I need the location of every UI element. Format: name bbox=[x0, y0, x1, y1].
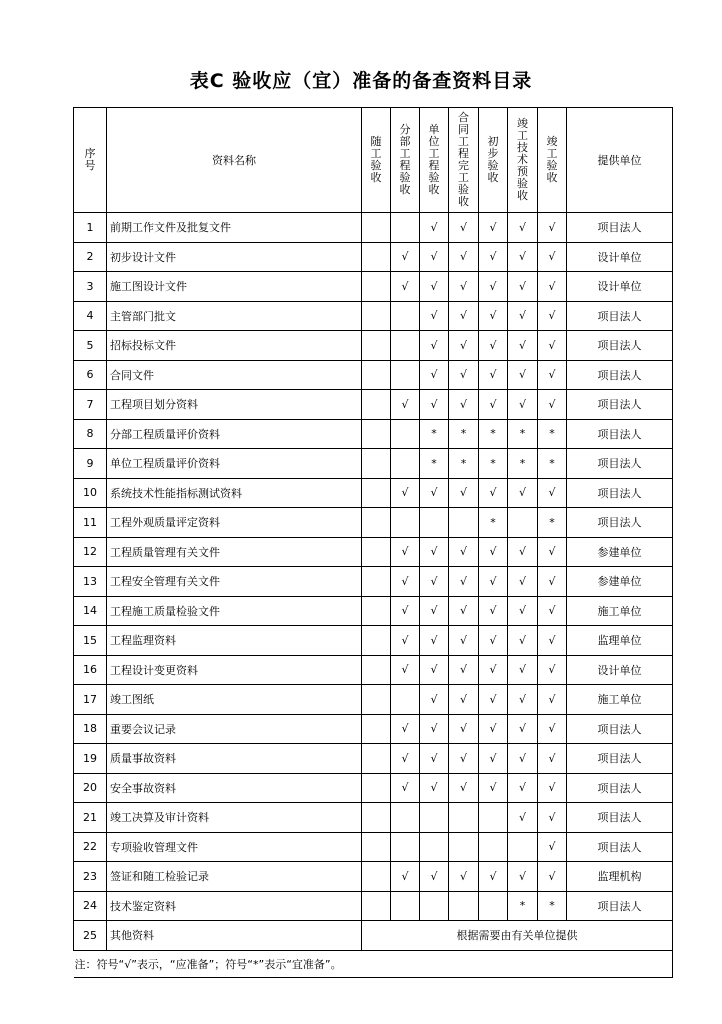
row-mark: √ bbox=[538, 685, 567, 715]
row-seq: 20 bbox=[74, 773, 107, 803]
row-mark bbox=[362, 626, 391, 656]
row-mark: √ bbox=[479, 537, 508, 567]
row-mark: * bbox=[420, 419, 449, 449]
row-mark bbox=[391, 213, 420, 243]
row-seq: 7 bbox=[74, 390, 107, 420]
row-name: 系统技术性能指标测试资料 bbox=[107, 478, 362, 508]
row-mark: * bbox=[538, 449, 567, 479]
row-provider: 项目法人 bbox=[567, 891, 673, 921]
row-mark bbox=[362, 301, 391, 331]
row-name: 工程施工质量检验文件 bbox=[107, 596, 362, 626]
row-mark bbox=[391, 419, 420, 449]
row-name: 工程设计变更资料 bbox=[107, 655, 362, 685]
row-mark: √ bbox=[538, 301, 567, 331]
row-name: 质量事故资料 bbox=[107, 744, 362, 774]
row-mark bbox=[362, 832, 391, 862]
row-mark: √ bbox=[508, 331, 538, 361]
row-mark: √ bbox=[508, 744, 538, 774]
row-mark: √ bbox=[449, 390, 479, 420]
row-mark: √ bbox=[420, 626, 449, 656]
row-mark bbox=[391, 360, 420, 390]
row-mark: √ bbox=[538, 272, 567, 302]
row-mark bbox=[391, 832, 420, 862]
row-mark bbox=[391, 685, 420, 715]
row-mark: √ bbox=[479, 596, 508, 626]
table-row bbox=[74, 331, 673, 361]
row-seq: 14 bbox=[74, 596, 107, 626]
row-seq: 16 bbox=[74, 655, 107, 685]
row-provider: 项目法人 bbox=[567, 331, 673, 361]
row-mark: √ bbox=[508, 390, 538, 420]
row-mark bbox=[362, 862, 391, 892]
row-name: 合同文件 bbox=[107, 360, 362, 390]
row-mark bbox=[362, 655, 391, 685]
row-mark: √ bbox=[479, 862, 508, 892]
row-mark: √ bbox=[538, 655, 567, 685]
row-name: 单位工程质量评价资料 bbox=[107, 449, 362, 479]
row-mark bbox=[362, 449, 391, 479]
row-name: 竣工决算及审计资料 bbox=[107, 803, 362, 833]
row-mark: √ bbox=[538, 773, 567, 803]
row-mark: √ bbox=[391, 272, 420, 302]
table-row bbox=[74, 744, 673, 774]
row-mark bbox=[420, 508, 449, 538]
row-mark bbox=[508, 832, 538, 862]
row-name: 其他资料 bbox=[107, 921, 362, 951]
row-mark bbox=[362, 419, 391, 449]
row-mark: √ bbox=[508, 272, 538, 302]
row-mark: √ bbox=[508, 301, 538, 331]
row-mark: √ bbox=[449, 478, 479, 508]
header-row bbox=[74, 108, 673, 213]
row-mark bbox=[449, 832, 479, 862]
row-mark: √ bbox=[391, 744, 420, 774]
row-mark: √ bbox=[420, 390, 449, 420]
row-mark bbox=[391, 891, 420, 921]
row-mark: √ bbox=[449, 685, 479, 715]
row-provider: 项目法人 bbox=[567, 360, 673, 390]
table-row bbox=[74, 213, 673, 243]
row-mark: √ bbox=[479, 272, 508, 302]
row-provider: 项目法人 bbox=[567, 744, 673, 774]
row-mark: √ bbox=[391, 655, 420, 685]
header-stage-3: 单位工程验收 bbox=[420, 108, 449, 213]
row-mark bbox=[362, 596, 391, 626]
table-row bbox=[74, 596, 673, 626]
row-mark: √ bbox=[479, 655, 508, 685]
row-mark: √ bbox=[391, 714, 420, 744]
table-row bbox=[74, 242, 673, 272]
row-mark: √ bbox=[391, 390, 420, 420]
row-mark bbox=[391, 508, 420, 538]
table-row bbox=[74, 508, 673, 538]
row-provider: 参建单位 bbox=[567, 567, 673, 597]
row-mark bbox=[420, 891, 449, 921]
row-mark: √ bbox=[479, 744, 508, 774]
row-mark bbox=[449, 803, 479, 833]
row-mark: √ bbox=[449, 213, 479, 243]
row-mark bbox=[391, 331, 420, 361]
row-provider: 设计单位 bbox=[567, 242, 673, 272]
row-mark bbox=[362, 567, 391, 597]
table-row bbox=[74, 832, 673, 862]
row-provider: 施工单位 bbox=[567, 685, 673, 715]
row-name: 工程安全管理有关文件 bbox=[107, 567, 362, 597]
table-row bbox=[74, 626, 673, 656]
row-mark: √ bbox=[508, 537, 538, 567]
row-name: 前期工作文件及批复文件 bbox=[107, 213, 362, 243]
row-seq: 25 bbox=[74, 921, 107, 951]
row-mark: √ bbox=[479, 626, 508, 656]
table-row bbox=[74, 803, 673, 833]
row-mark: √ bbox=[420, 567, 449, 597]
row-mark: √ bbox=[420, 213, 449, 243]
row-mark: √ bbox=[538, 360, 567, 390]
row-mark: √ bbox=[538, 832, 567, 862]
row-mark: √ bbox=[508, 714, 538, 744]
row-mark: √ bbox=[391, 773, 420, 803]
row-provider: 项目法人 bbox=[567, 301, 673, 331]
row-name: 安全事故资料 bbox=[107, 773, 362, 803]
row-provider: 参建单位 bbox=[567, 537, 673, 567]
row-mark: √ bbox=[449, 773, 479, 803]
page-title: 表C 验收应（宜）准备的备查资料目录 bbox=[189, 70, 533, 92]
row-mark: √ bbox=[479, 242, 508, 272]
row-mark: √ bbox=[449, 272, 479, 302]
row-mark: √ bbox=[508, 478, 538, 508]
row-mark bbox=[479, 891, 508, 921]
row-provider: 项目法人 bbox=[567, 478, 673, 508]
row-name: 工程监理资料 bbox=[107, 626, 362, 656]
row-mark bbox=[479, 832, 508, 862]
row-seq: 9 bbox=[74, 449, 107, 479]
row-provider: 项目法人 bbox=[567, 419, 673, 449]
row-mark: * bbox=[538, 419, 567, 449]
table-row bbox=[74, 685, 673, 715]
row-mark bbox=[362, 213, 391, 243]
row-seq: 10 bbox=[74, 478, 107, 508]
row-seq: 3 bbox=[74, 272, 107, 302]
row-name: 工程外观质量评定资料 bbox=[107, 508, 362, 538]
row-mark: √ bbox=[479, 390, 508, 420]
row-provider: 监理机构 bbox=[567, 862, 673, 892]
row-seq: 4 bbox=[74, 301, 107, 331]
row-name: 签证和随工检验记录 bbox=[107, 862, 362, 892]
row-mark: √ bbox=[420, 655, 449, 685]
row-mark bbox=[362, 803, 391, 833]
row-mark: √ bbox=[508, 360, 538, 390]
row-provider: 设计单位 bbox=[567, 272, 673, 302]
row-mark: √ bbox=[538, 537, 567, 567]
row-mark: √ bbox=[508, 773, 538, 803]
header-stage-2: 分部工程验收 bbox=[391, 108, 420, 213]
row-mark: √ bbox=[508, 242, 538, 272]
row-mark: √ bbox=[449, 862, 479, 892]
row-mark: √ bbox=[479, 331, 508, 361]
row-seq: 17 bbox=[74, 685, 107, 715]
row-seq: 23 bbox=[74, 862, 107, 892]
row-provider: 项目法人 bbox=[567, 449, 673, 479]
row-mark: √ bbox=[420, 360, 449, 390]
header-stage-6: 竣工技术预验收 bbox=[508, 108, 538, 213]
row-mark bbox=[449, 508, 479, 538]
row-mark: √ bbox=[449, 655, 479, 685]
row-mark: √ bbox=[391, 537, 420, 567]
row-mark: √ bbox=[538, 567, 567, 597]
table-row bbox=[74, 891, 673, 921]
row-mark: * bbox=[449, 419, 479, 449]
row-mark bbox=[449, 891, 479, 921]
row-seq: 13 bbox=[74, 567, 107, 597]
row-mark bbox=[362, 390, 391, 420]
row-mark: √ bbox=[508, 862, 538, 892]
row-provider: 施工单位 bbox=[567, 596, 673, 626]
row-mark: √ bbox=[538, 242, 567, 272]
row-mark: √ bbox=[538, 744, 567, 774]
row-mark: √ bbox=[538, 862, 567, 892]
row-mark: √ bbox=[538, 213, 567, 243]
row-mark bbox=[362, 478, 391, 508]
row-mark: √ bbox=[449, 331, 479, 361]
row-mark: √ bbox=[420, 242, 449, 272]
table-row bbox=[74, 419, 673, 449]
row-mark: √ bbox=[420, 331, 449, 361]
table-row bbox=[74, 360, 673, 390]
header-stage-4: 合同工程完工验收 bbox=[449, 108, 479, 213]
row-mark: * bbox=[508, 419, 538, 449]
row-mark: √ bbox=[420, 301, 449, 331]
row-mark: √ bbox=[538, 331, 567, 361]
row-name: 重要会议记录 bbox=[107, 714, 362, 744]
row-mark: √ bbox=[479, 567, 508, 597]
row-mark: √ bbox=[479, 301, 508, 331]
row-mark: √ bbox=[420, 744, 449, 774]
row-mark: √ bbox=[449, 714, 479, 744]
header-name: 资料名称 bbox=[107, 108, 362, 213]
row-mark: √ bbox=[391, 862, 420, 892]
row-mark: √ bbox=[449, 567, 479, 597]
row-provider: 项目法人 bbox=[567, 390, 673, 420]
row-mark: * bbox=[479, 449, 508, 479]
row-mark: √ bbox=[538, 478, 567, 508]
row-provider: 项目法人 bbox=[567, 714, 673, 744]
row-provider: 项目法人 bbox=[567, 803, 673, 833]
row-seq: 1 bbox=[74, 213, 107, 243]
row-name: 专项验收管理文件 bbox=[107, 832, 362, 862]
row-mark: * bbox=[449, 449, 479, 479]
row-mark: * bbox=[538, 508, 567, 538]
row-name: 工程项目划分资料 bbox=[107, 390, 362, 420]
table-row bbox=[74, 301, 673, 331]
table-row bbox=[74, 272, 673, 302]
row-mark bbox=[479, 803, 508, 833]
row-mark: * bbox=[479, 508, 508, 538]
row-mark: √ bbox=[508, 655, 538, 685]
table-row bbox=[74, 714, 673, 744]
row-mark: √ bbox=[479, 773, 508, 803]
row-seq: 18 bbox=[74, 714, 107, 744]
row-mark: √ bbox=[538, 390, 567, 420]
row-seq: 21 bbox=[74, 803, 107, 833]
row-seq: 22 bbox=[74, 832, 107, 862]
row-mark bbox=[420, 832, 449, 862]
row-mark: √ bbox=[508, 213, 538, 243]
note-row bbox=[74, 950, 673, 977]
row-mark: √ bbox=[391, 478, 420, 508]
row-seq: 19 bbox=[74, 744, 107, 774]
table-note: 注：符号“√”表示，“应准备”；符号“*”表示“宜准备”。 bbox=[74, 950, 673, 977]
row-mark bbox=[362, 272, 391, 302]
row-mark: √ bbox=[391, 596, 420, 626]
table-row bbox=[74, 537, 673, 567]
row-mark: √ bbox=[449, 537, 479, 567]
row-mark: * bbox=[479, 419, 508, 449]
row-mark: √ bbox=[508, 685, 538, 715]
row-mark: √ bbox=[479, 714, 508, 744]
row-seq: 15 bbox=[74, 626, 107, 656]
table-row bbox=[74, 655, 673, 685]
row-mark: * bbox=[420, 449, 449, 479]
row-seq: 11 bbox=[74, 508, 107, 538]
row-mark bbox=[362, 242, 391, 272]
row-mark: √ bbox=[420, 596, 449, 626]
table-row bbox=[74, 449, 673, 479]
row-mark: √ bbox=[538, 596, 567, 626]
row-mark bbox=[420, 803, 449, 833]
row-mark: √ bbox=[449, 744, 479, 774]
row-mark bbox=[508, 508, 538, 538]
row-mark bbox=[362, 508, 391, 538]
row-provider: 监理单位 bbox=[567, 626, 673, 656]
row-mark: √ bbox=[449, 242, 479, 272]
row-mark: * bbox=[508, 891, 538, 921]
header-seq: 序号 bbox=[74, 108, 107, 213]
table-row bbox=[74, 862, 673, 892]
header-stage-5: 初步验收 bbox=[479, 108, 508, 213]
row-mark: √ bbox=[508, 803, 538, 833]
table-row bbox=[74, 478, 673, 508]
row-provider: 项目法人 bbox=[567, 773, 673, 803]
row-name: 招标投标文件 bbox=[107, 331, 362, 361]
row-merged-note: 根据需要由有关单位提供 bbox=[362, 921, 673, 951]
reference-materials-table bbox=[73, 107, 673, 978]
row-mark: √ bbox=[508, 596, 538, 626]
row-name: 竣工图纸 bbox=[107, 685, 362, 715]
row-mark: √ bbox=[391, 567, 420, 597]
row-mark bbox=[362, 360, 391, 390]
row-mark: √ bbox=[538, 803, 567, 833]
row-mark: * bbox=[508, 449, 538, 479]
row-name: 主管部门批文 bbox=[107, 301, 362, 331]
row-provider: 设计单位 bbox=[567, 655, 673, 685]
row-mark bbox=[362, 685, 391, 715]
row-mark: √ bbox=[420, 862, 449, 892]
row-mark: √ bbox=[420, 773, 449, 803]
row-mark: √ bbox=[420, 272, 449, 302]
table-row bbox=[74, 773, 673, 803]
table-row bbox=[74, 567, 673, 597]
row-provider: 项目法人 bbox=[567, 832, 673, 862]
row-mark: √ bbox=[538, 714, 567, 744]
table-row bbox=[74, 390, 673, 420]
row-seq: 8 bbox=[74, 419, 107, 449]
row-mark: √ bbox=[420, 478, 449, 508]
row-provider: 项目法人 bbox=[567, 508, 673, 538]
row-mark bbox=[391, 301, 420, 331]
row-mark: √ bbox=[479, 213, 508, 243]
header-provider: 提供单位 bbox=[567, 108, 673, 213]
row-mark bbox=[362, 537, 391, 567]
row-mark bbox=[362, 744, 391, 774]
header-stage-1: 随工验收 bbox=[362, 108, 391, 213]
row-name: 初步设计文件 bbox=[107, 242, 362, 272]
row-mark bbox=[362, 891, 391, 921]
row-seq: 24 bbox=[74, 891, 107, 921]
row-mark: √ bbox=[420, 685, 449, 715]
row-mark: √ bbox=[449, 301, 479, 331]
row-mark: √ bbox=[479, 478, 508, 508]
row-mark: √ bbox=[538, 626, 567, 656]
row-mark: √ bbox=[391, 242, 420, 272]
row-provider: 项目法人 bbox=[567, 213, 673, 243]
row-mark: * bbox=[538, 891, 567, 921]
row-name: 技术鉴定资料 bbox=[107, 891, 362, 921]
row-mark: √ bbox=[391, 626, 420, 656]
row-mark: √ bbox=[479, 360, 508, 390]
row-seq: 6 bbox=[74, 360, 107, 390]
row-seq: 5 bbox=[74, 331, 107, 361]
row-mark bbox=[362, 331, 391, 361]
row-name: 分部工程质量评价资料 bbox=[107, 419, 362, 449]
row-mark bbox=[391, 449, 420, 479]
row-mark: √ bbox=[449, 626, 479, 656]
row-mark: √ bbox=[508, 626, 538, 656]
row-name: 工程质量管理有关文件 bbox=[107, 537, 362, 567]
row-mark: √ bbox=[449, 596, 479, 626]
row-mark: √ bbox=[479, 685, 508, 715]
row-seq: 2 bbox=[74, 242, 107, 272]
row-mark bbox=[362, 714, 391, 744]
row-mark bbox=[362, 773, 391, 803]
table-row bbox=[74, 921, 673, 951]
row-mark: √ bbox=[449, 360, 479, 390]
header-stage-7: 竣工验收 bbox=[538, 108, 567, 213]
row-mark bbox=[391, 803, 420, 833]
row-mark: √ bbox=[508, 567, 538, 597]
row-name: 施工图设计文件 bbox=[107, 272, 362, 302]
row-seq: 12 bbox=[74, 537, 107, 567]
row-mark: √ bbox=[420, 714, 449, 744]
row-mark: √ bbox=[420, 537, 449, 567]
